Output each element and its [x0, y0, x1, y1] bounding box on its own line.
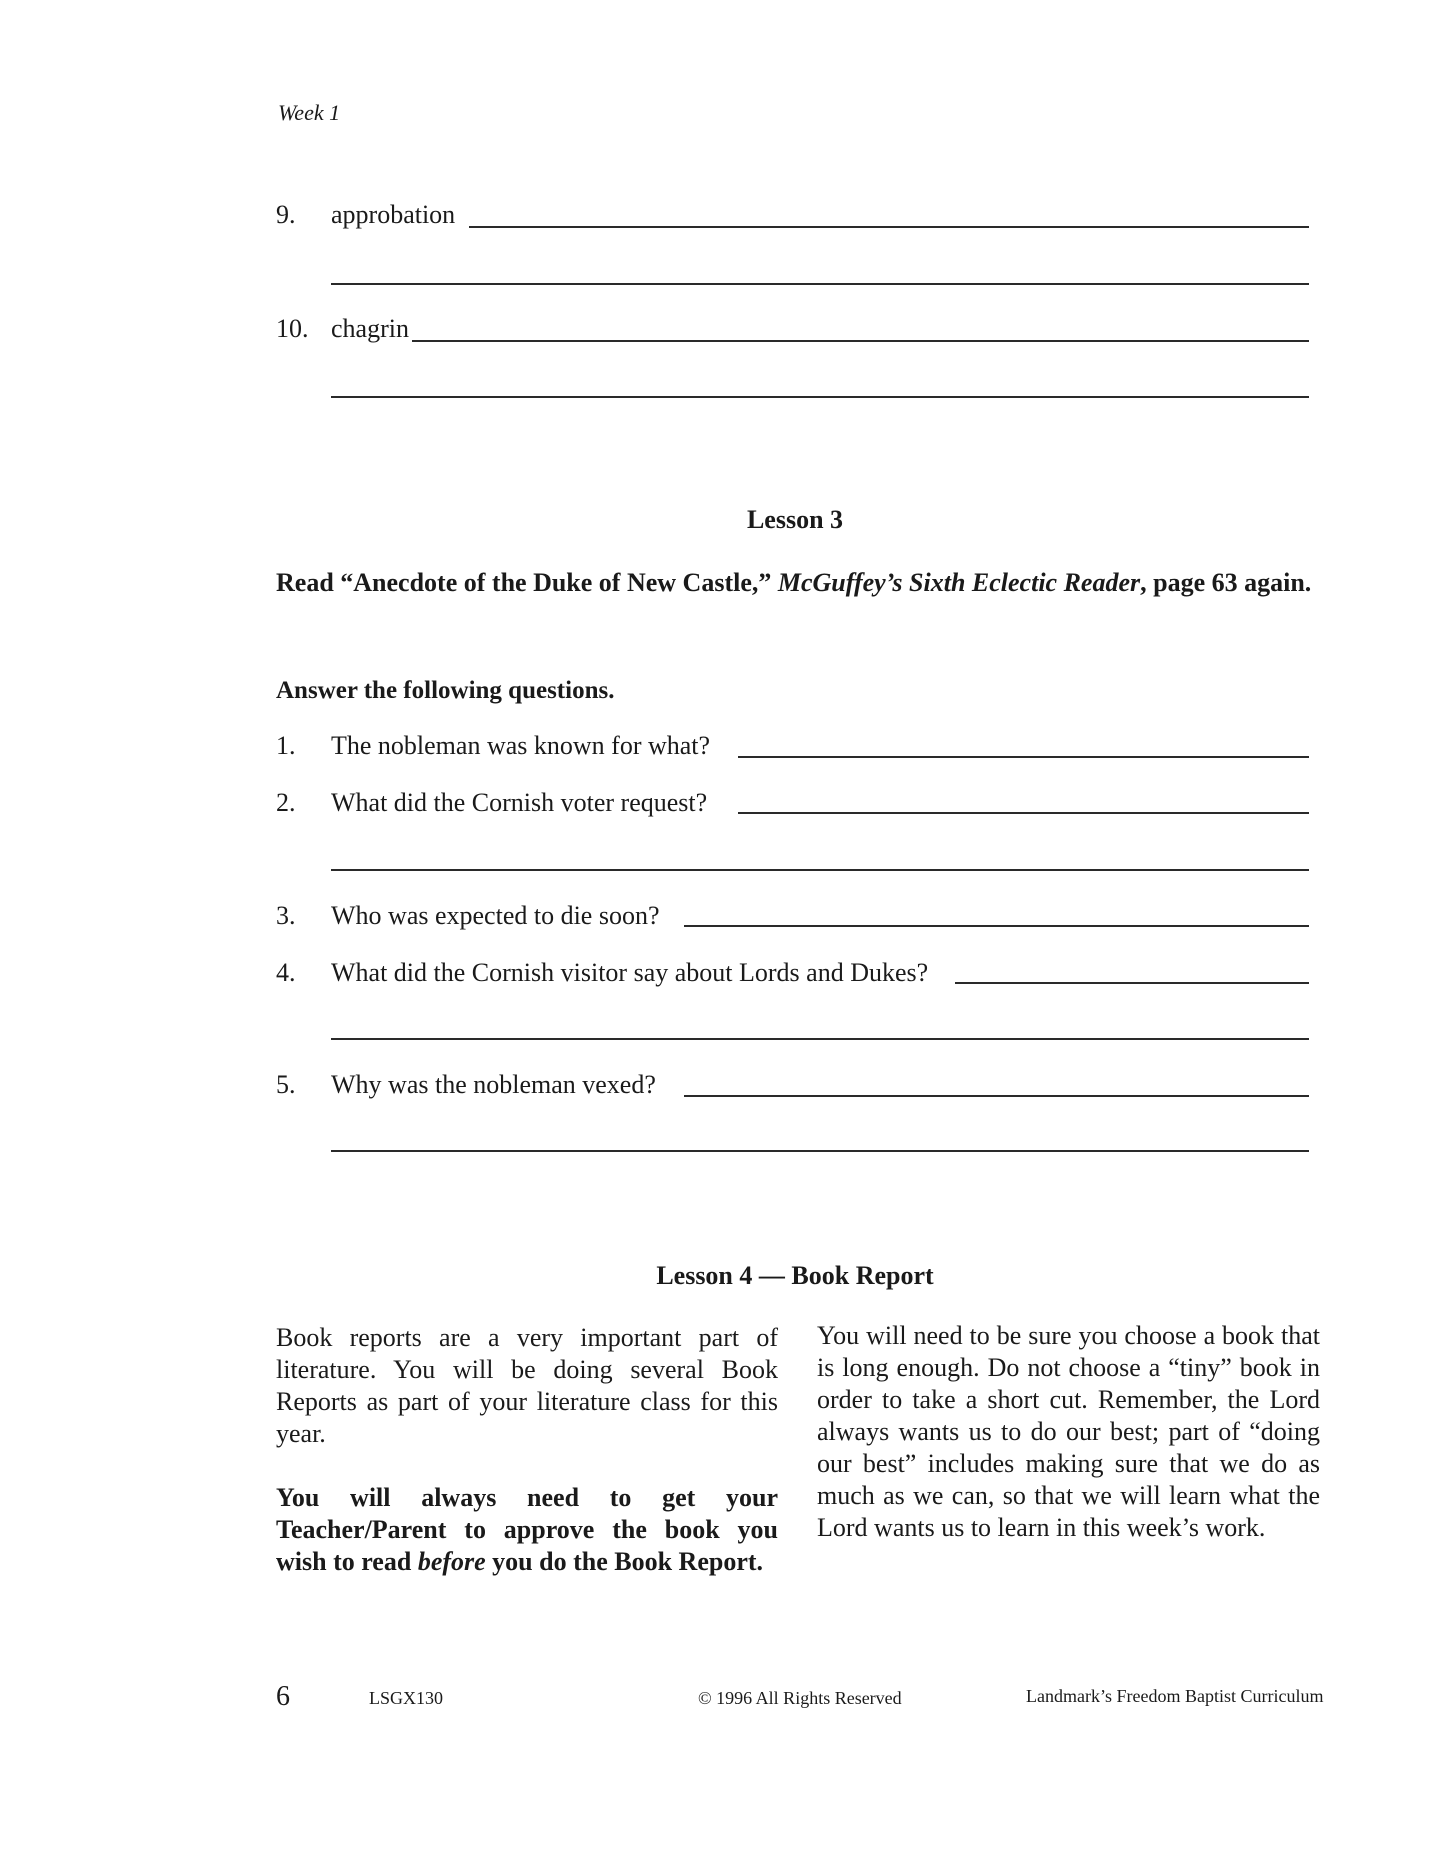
question-number: 2.: [276, 788, 296, 817]
answer-line[interactable]: [469, 226, 1309, 228]
vocab-word: approbation: [331, 200, 456, 229]
answer-line[interactable]: [331, 396, 1309, 398]
question-text: The nobleman was known for what?: [331, 731, 711, 760]
approval-text: You will always need to get your Teacher/Parent to approve the book you wish to read: [276, 1483, 778, 1576]
answer-line[interactable]: [331, 1038, 1309, 1040]
answer-line[interactable]: [684, 925, 1309, 927]
question-number: 5.: [276, 1070, 296, 1099]
publisher-name: Landmark’s Freedom Baptist Curriculum: [1026, 1686, 1324, 1706]
answer-line[interactable]: [738, 756, 1309, 758]
answer-line[interactable]: [331, 283, 1309, 285]
answer-line[interactable]: [738, 812, 1309, 814]
question-text: Who was expected to die soon?: [331, 901, 660, 930]
question-number: 1.: [276, 731, 296, 760]
lesson-3-instruction: [276, 567, 1320, 599]
answer-line[interactable]: [955, 982, 1309, 984]
guidance-paragraph: You will need to be sure you choose a book that is long enough. Do not choose a “tiny” book in order to take a short cut. Remember, the Lord always wants us to do our best; part of “doing our best” includes making sure that we do as much as we can, so that we will learn what the Lord wants us to learn in this week’s work.: [817, 1321, 1320, 1542]
question-number: 3.: [276, 901, 296, 930]
question-text: What did the Cornish visitor say about Lords and Dukes?: [331, 958, 929, 987]
vocab-word: chagrin: [331, 314, 409, 343]
approval-text: you do the Book Report.: [485, 1547, 764, 1576]
instruction-text: Read “Anecdote of the Duke of New Castle,”: [276, 568, 778, 597]
question-text: What did the Cornish voter request?: [331, 788, 708, 817]
vocab-number: 10.: [276, 314, 309, 343]
lesson-3-title: Lesson 3: [746, 505, 844, 534]
left-column: [276, 1322, 778, 1578]
approval-notice: [276, 1482, 778, 1578]
course-code: LSGX130: [369, 1688, 444, 1708]
page-number: 6: [276, 1681, 290, 1712]
answer-line[interactable]: [684, 1095, 1309, 1097]
approval-emphasis: before: [417, 1547, 486, 1576]
questions-subheading: Answer the following questions.: [276, 677, 615, 704]
lesson-4-title: Lesson 4 — Book Report: [656, 1261, 934, 1290]
answer-line[interactable]: [331, 1150, 1309, 1152]
book-title: McGuffey’s Sixth Eclectic Reader: [777, 568, 1141, 597]
intro-paragraph: Book reports are a very important part of literature. You will be doing several Book Reports as part of your literature class for this year.: [276, 1323, 778, 1448]
instruction-text: , page 63 again.: [1140, 568, 1312, 597]
question-text: Why was the nobleman vexed?: [331, 1070, 656, 1099]
answer-line[interactable]: [331, 869, 1309, 871]
week-header: Week 1: [278, 100, 341, 125]
question-number: 4.: [276, 958, 296, 987]
answer-line[interactable]: [412, 340, 1309, 342]
right-column: [817, 1320, 1320, 1544]
vocab-number: 9.: [276, 200, 296, 229]
copyright-notice: © 1996 All Rights Reserved: [698, 1688, 902, 1708]
